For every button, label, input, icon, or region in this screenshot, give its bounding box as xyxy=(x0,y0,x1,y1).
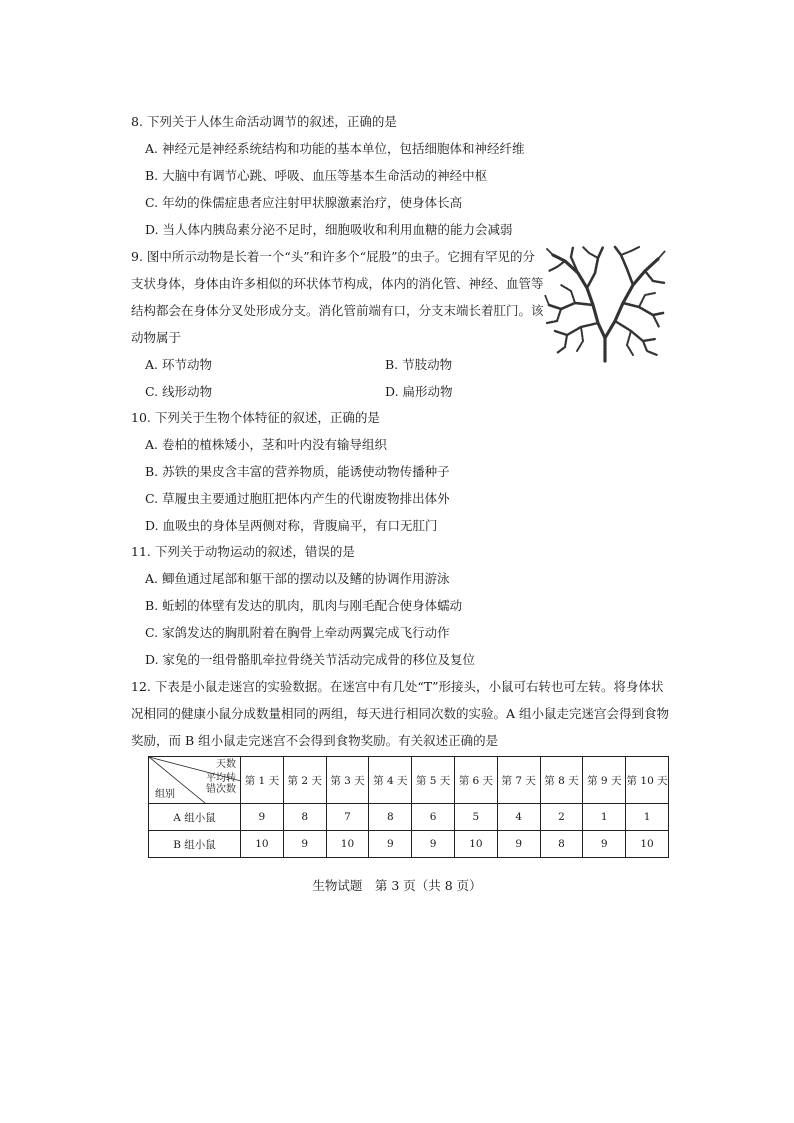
day-header: 第 9 天 xyxy=(583,757,626,804)
question-stem: 12. 下表是小鼠走迷宫的实验数据。在迷宫中有几处“T”形接头，小鼠可右转也可左转。将身体状况相同的健康小鼠分成数量相同的两组，每天进行相同次数的实验。A 组小鼠走完迷宫会得到食物奖励，而 B 组小鼠走完迷宫不会得到食物奖励。有关叙述正确的是 xyxy=(131,679,670,748)
corner-label-errors: 平均转 错次数 xyxy=(206,773,236,795)
day-header: 第 4 天 xyxy=(369,757,412,804)
question-stem: 8. 下列关于人体生命活动调节的叙述，正确的是 xyxy=(131,114,397,129)
question-stem: 9. 图中所示动物是长着一个“头”和许多个“屁股”的虫子。它拥有罕见的分支状身体，身体由许多相似的环状体节构成，体内的消化管、神经、血管等结构都会在身体分叉处形成分支。消化管前端有口，分支末端长着肛门。该动物属于 xyxy=(131,249,544,345)
question-11 xyxy=(131,538,671,673)
day-header: 第 7 天 xyxy=(497,757,540,804)
option-row xyxy=(131,378,671,405)
table-cell: 10 xyxy=(626,831,669,858)
table-cell: 10 xyxy=(241,831,284,858)
table-cell: 1 xyxy=(626,804,669,831)
option-c: C. 线形动物 xyxy=(145,384,213,399)
option-d: D. 当人体内胰岛素分泌不足时，细胞吸收和利用血糖的能力会减弱 xyxy=(145,222,513,237)
table-cell: 7 xyxy=(326,804,369,831)
table-cell: 9 xyxy=(241,804,284,831)
day-header: 第 10 天 xyxy=(626,757,669,804)
table-header-row xyxy=(149,757,669,804)
option-c: C. 家鸽发达的胸肌附着在胸骨上牵动两翼完成飞行动作 xyxy=(145,625,450,640)
row-label: B 组小鼠 xyxy=(149,831,241,858)
question-8 xyxy=(131,108,671,243)
table-cell: 9 xyxy=(283,831,326,858)
table-row xyxy=(149,831,669,858)
corner-label-days: 天数 xyxy=(216,759,236,770)
question-stem: 10. 下列关于生物个体特征的叙述，正确的是 xyxy=(131,410,380,425)
option-a: A. 卷柏的植株矮小，茎和叶内没有输导组织 xyxy=(145,437,387,452)
table-corner-cell xyxy=(149,757,241,804)
day-header: 第 1 天 xyxy=(241,757,284,804)
table-cell: 9 xyxy=(369,831,412,858)
corner-label-group: 组别 xyxy=(155,789,175,800)
table-row xyxy=(149,804,669,831)
day-header: 第 3 天 xyxy=(326,757,369,804)
option-c: C. 年幼的侏儒症患者应注射甲状腺激素治疗，使身体长高 xyxy=(145,195,463,210)
table-cell: 2 xyxy=(540,804,583,831)
day-header: 第 8 天 xyxy=(540,757,583,804)
option-d: D. 扁形动物 xyxy=(385,384,453,399)
option-b: B. 节肢动物 xyxy=(385,357,453,372)
option-b: B. 苏铁的果皮含丰富的营养物质，能诱使动物传播种子 xyxy=(145,464,450,479)
option-a: A. 鲫鱼通过尾部和躯干部的摆动以及鳍的协调作用游泳 xyxy=(145,571,450,586)
option-d: D. 家兔的一组骨骼肌牵拉骨绕关节活动完成骨的移位及复位 xyxy=(145,652,476,667)
question-10 xyxy=(131,404,671,539)
maze-data-table xyxy=(148,756,669,858)
option-a: A. 环节动物 xyxy=(145,357,212,372)
option-b: B. 大脑中有调节心跳、呼吸、血压等基本生命活动的神经中枢 xyxy=(145,168,488,183)
table-cell: 6 xyxy=(412,804,455,831)
table-cell: 9 xyxy=(583,831,626,858)
page-footer: 生物试题 第 3 页（共 8 页） xyxy=(312,878,482,893)
question-stem: 11. 下列关于动物运动的叙述，错误的是 xyxy=(131,544,355,559)
option-b: B. 蚯蚓的体壁有发达的肌肉，肌肉与刚毛配合使身体蠕动 xyxy=(145,598,463,613)
branching-worm-illustration xyxy=(543,243,668,363)
table-cell: 4 xyxy=(497,804,540,831)
table-cell: 8 xyxy=(540,831,583,858)
table-cell: 9 xyxy=(497,831,540,858)
day-header: 第 2 天 xyxy=(283,757,326,804)
table-cell: 5 xyxy=(454,804,497,831)
table-cell: 10 xyxy=(454,831,497,858)
day-header: 第 5 天 xyxy=(412,757,455,804)
table-cell: 9 xyxy=(412,831,455,858)
row-label: A 组小鼠 xyxy=(149,804,241,831)
option-c: C. 草履虫主要通过胞肛把体内产生的代谢废物排出体外 xyxy=(145,491,450,506)
table-cell: 8 xyxy=(283,804,326,831)
question-12 xyxy=(131,673,671,754)
table-cell: 8 xyxy=(369,804,412,831)
day-header: 第 6 天 xyxy=(454,757,497,804)
table-cell: 10 xyxy=(326,831,369,858)
table-cell: 1 xyxy=(583,804,626,831)
option-d: D. 血吸虫的身体呈两侧对称，背腹扁平，有口无肛门 xyxy=(145,518,438,533)
option-a: A. 神经元是神经系统结构和功能的基本单位，包括细胞体和神经纤维 xyxy=(145,141,525,156)
